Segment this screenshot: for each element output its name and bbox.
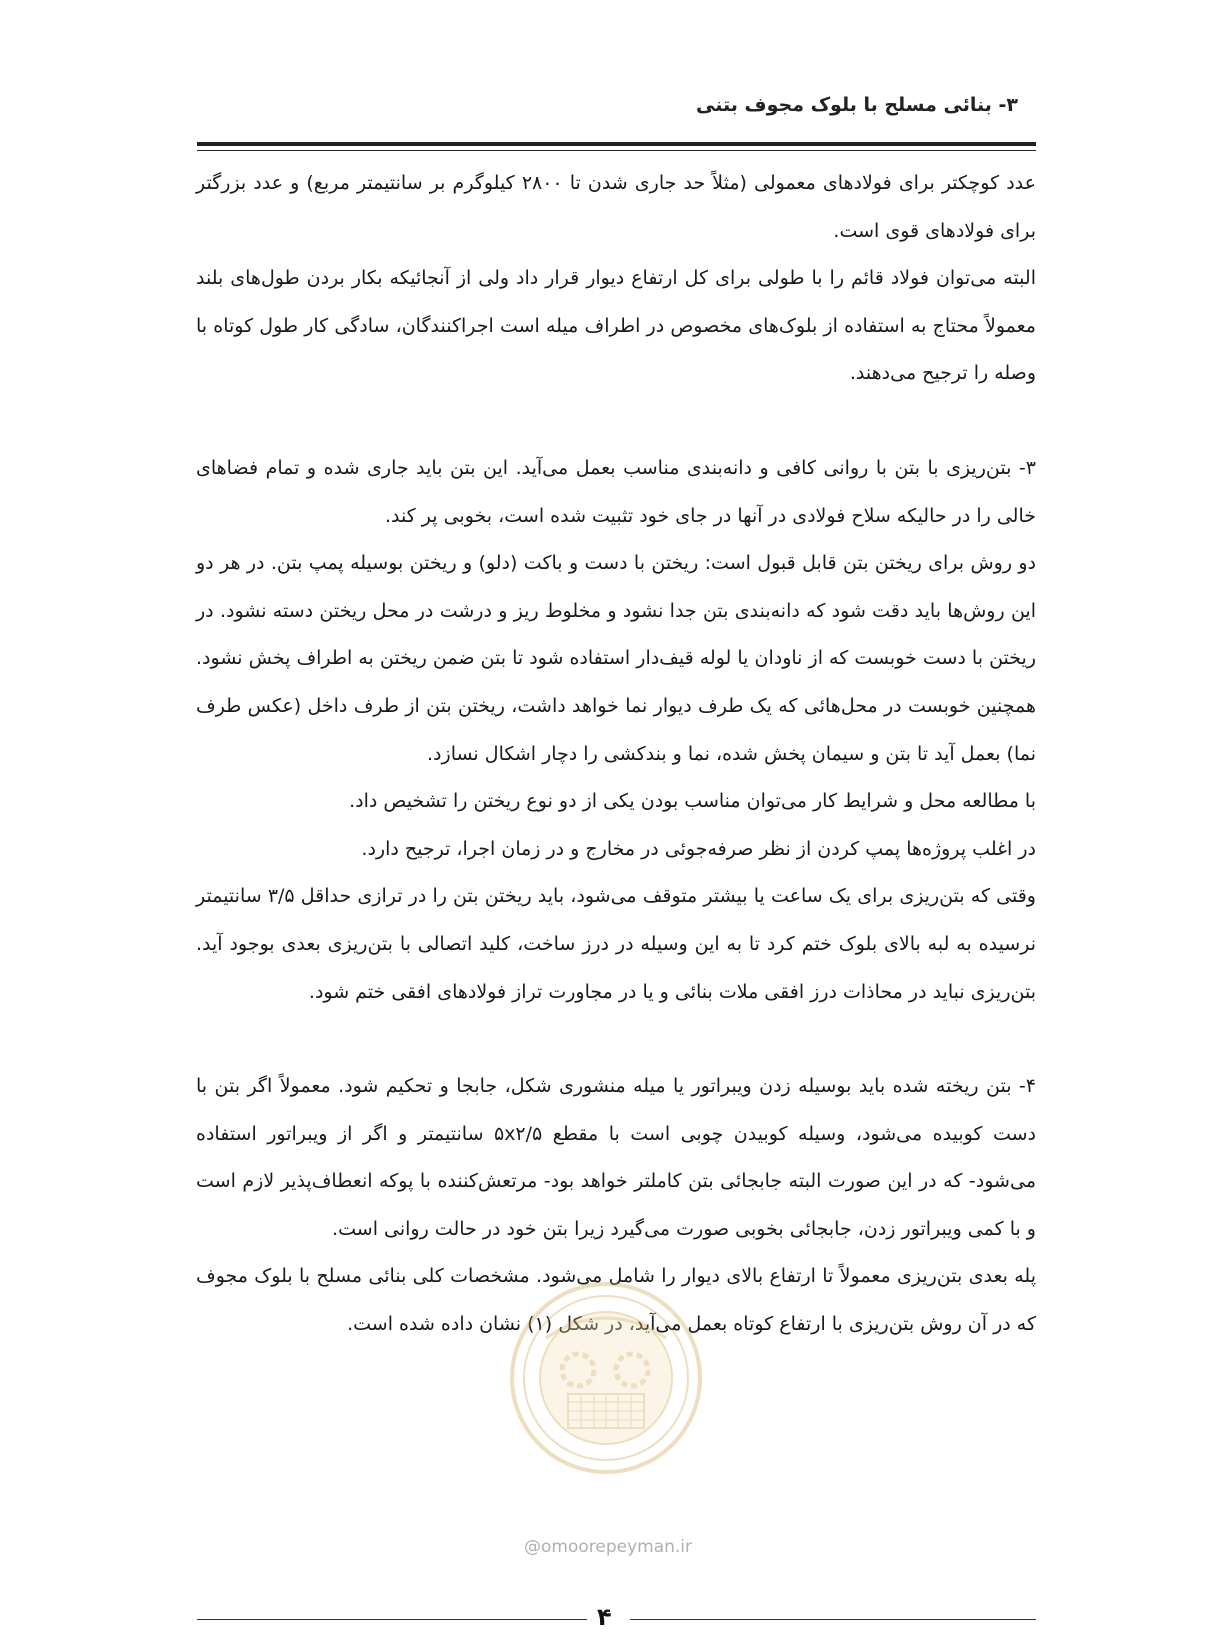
header-rule-thin [197,150,1036,151]
paragraph: دو روش برای ریختن بتن قابل قبول است: ریختن با دست و باکت (دلو) و ریختن بوسیله پمپ بتن. در هر دو این روش‌ها باید دقت شود که دانه‌بندی بتن جدا نشود و مخلوط ریز و درشت در محل ریختن دسته نشود. در ریختن با دست خوبست که از ناودان یا لوله قیف‌دار استفاده شود تا بتن ضمن ریختن به اطراف پخش نشود. همچنین خوبست در محل‌هائی که یک طرف دیوار نما خواهد داشت، ریختن بتن از طرف داخل (عکس طرف نما) بعمل آید تا بتن و سیمان پخش شده، نما و بندکشی را دچار اشکال نسازد. [196,552,1036,765]
running-header-title: ۳- بنائی مسلح با بلوک مجوف بتنی [696,94,1018,116]
paragraph: وقتی که بتن‌ریزی برای یک ساعت یا بیشتر متوقف می‌شود، باید ریختن بتن را در ترازی حداقل ۳/۵ سانتیمتر نرسیده به لبه بالای بلوک ختم کرد تا به این وسیله در درز ساخت، کلید اتصالی با بتن‌ریزی بعدی بوجود آید. بتن‌ریزی نباید در محاذات درز افقی ملات بنائی و یا در مجاورت تراز فولادهای افقی ختم شود. [196,885,1036,1003]
paragraph: البته می‌توان فولاد قائم را با طولی برای کل ارتفاع دیوار قرار داد ولی از آنجائیکه بکار بردن طول‌های بلند معمولاً محتاج به استفاده از بلوک‌های مخصوص در اطراف میله است اجراکنندگان، سادگی کار طول کوتاه با وصله را ترجیح می‌دهند. [196,267,1036,385]
paragraph: پله بعدی بتن‌ریزی معمولاً تا ارتفاع بالای دیوار را شامل می‌شود. مشخصات کلی بنائی مسلح با بلوک مجوف که در آن روش بتن‌ریزی با ارتفاع کوتاه بعمل می‌آید، در شکل (۱) نشان داده شده است. [196,1265,1036,1336]
paragraph: عدد کوچکتر برای فولادهای معمولی (مثلاً حد جاری شدن تا ۲۸۰۰ کیلوگرم بر سانتیمتر مربع) و عدد بزرگتر برای فولادهای قوی است. [196,172,1036,242]
footer-rule-left [197,1619,587,1620]
paragraph: در اغلب پروژه‌ها پمپ کردن از نظر صرفه‌جوئی در مخارج و در زمان اجرا، ترجیح دارد. [361,837,1036,860]
paragraph: با مطالعه محل و شرایط کار می‌توان مناسب بودن یکی از دو نوع ریختن را تشخیص داد. [349,790,1036,813]
body-text [196,160,1036,1349]
page-number: ۴ [597,1603,612,1631]
paragraph-section-3: ۳- بتن‌ریزی با بتن با روانی کافی و دانه‌بندی مناسب بعمل می‌آید. این بتن باید جاری شده و تمام فضاهای خالی را در حالیکه سلاح فولادی در آنها در جای خود تثبیت شده است، بخوبی پر کند. [196,456,1036,527]
header-rule-thick [197,142,1036,146]
footer-rule-right [630,1619,1036,1620]
watermark-site-text: @omoorepeyman.ir [524,1537,693,1557]
paragraph-section-4: ۴- بتن ریخته شده باید بوسیله زدن ویبراتور یا میله منشوری شکل، جابجا و تحکیم شود. معمولاً اگر بتن با دست کوبیده می‌شود، وسیله کوبیدن چوبی است با مقطع ۵x۲/۵ سانتیمتر و اگر از ویبراتور استفاده می‌شود- که در این صورت البته جابجائی بتن کاملتر خواهد بود- مرتعش‌کننده با پوکه انعطاف‌پذیر لازم است و با کمی ویبراتور زدن، جابجائی بخوبی صورت می‌گیرد زیرا بتن خود در حالت روانی است. [196,1075,1036,1240]
